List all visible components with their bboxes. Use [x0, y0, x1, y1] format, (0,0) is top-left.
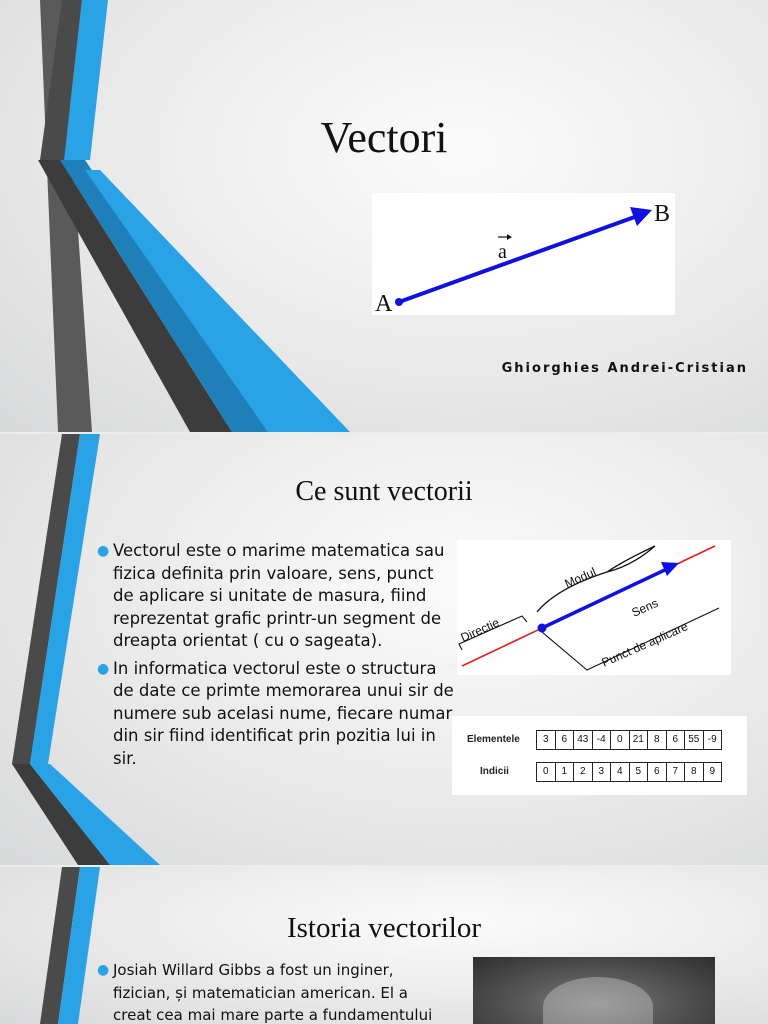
index-cell: 3	[592, 762, 612, 782]
bullet-list	[97, 540, 459, 770]
bullet-dot-icon: ●	[97, 962, 110, 978]
slide-vectori	[0, 0, 768, 432]
index-cell: 2	[573, 762, 593, 782]
index-cell: 1	[555, 762, 575, 782]
index-cell: 8	[684, 762, 704, 782]
element-cell: 6	[666, 730, 686, 750]
bullet-dot-icon: ●	[97, 660, 110, 677]
elements-label: Elementele	[467, 734, 520, 745]
index-cell: 9	[703, 762, 723, 782]
element-cell: 3	[536, 730, 556, 750]
slide-ce-sunt-vectorii	[0, 434, 768, 865]
index-cell: 5	[629, 762, 649, 782]
index-cell: 0	[536, 762, 556, 782]
element-cell: 43	[573, 730, 593, 750]
bullet-list	[97, 959, 437, 1024]
indices-row	[537, 762, 722, 782]
element-cell: -9	[703, 730, 723, 750]
indices-label: Indicii	[480, 766, 509, 777]
element-cell: 0	[610, 730, 630, 750]
vector-figure	[372, 193, 675, 315]
index-cell: 7	[666, 762, 686, 782]
author-name: Ghiorghies Andrei-Cristian	[501, 361, 748, 376]
directie-label: Directie	[458, 615, 502, 645]
bullet-item: ● Vectorul este o marime matematica sau fizica definita prin valoare, sens, punct de aplicare si unitate de masura, fiind reprezentat grafic printr-un segment de dreapta orientat ( cu o sageata).	[97, 541, 445, 650]
element-cell: 55	[684, 730, 704, 750]
point-a-label: A	[375, 291, 393, 315]
bullet-item: ● Josiah Willard Gibbs a fost un inginer, fizician, și matematician american. El a creat cea mai mare parte a fundamentului	[97, 961, 433, 1024]
vector-parts-diagram	[457, 540, 731, 675]
vector-label: a	[498, 241, 507, 263]
punct-aplicare-label: Punct de aplicare	[599, 619, 690, 670]
point-b-label: B	[654, 201, 671, 227]
bullet-dot-icon: ●	[97, 543, 110, 559]
index-cell: 6	[647, 762, 667, 782]
slide-title: Vectori	[320, 113, 448, 162]
elements-row	[537, 730, 722, 750]
gibbs-portrait-image	[473, 957, 715, 1024]
element-cell: -4	[592, 730, 612, 750]
bullet-item: ● In informatica vectorul este o structura de date ce primte memorarea unui sir de numere sub acelasi nume, fiecare numar din sir fiind identificat prin pozitia lui in sir.	[97, 658, 454, 768]
element-cell: 8	[647, 730, 667, 750]
slide-title: Ce sunt vectorii	[295, 476, 473, 507]
sens-label: Sens	[629, 595, 661, 620]
array-table	[452, 716, 747, 795]
index-cell: 4	[610, 762, 630, 782]
element-cell: 21	[629, 730, 649, 750]
element-cell: 6	[555, 730, 575, 750]
slide-istoria-vectorilor	[0, 867, 768, 1024]
slide-title: Istoria vectorilor	[286, 912, 482, 944]
modul-label: Modul	[562, 564, 599, 591]
